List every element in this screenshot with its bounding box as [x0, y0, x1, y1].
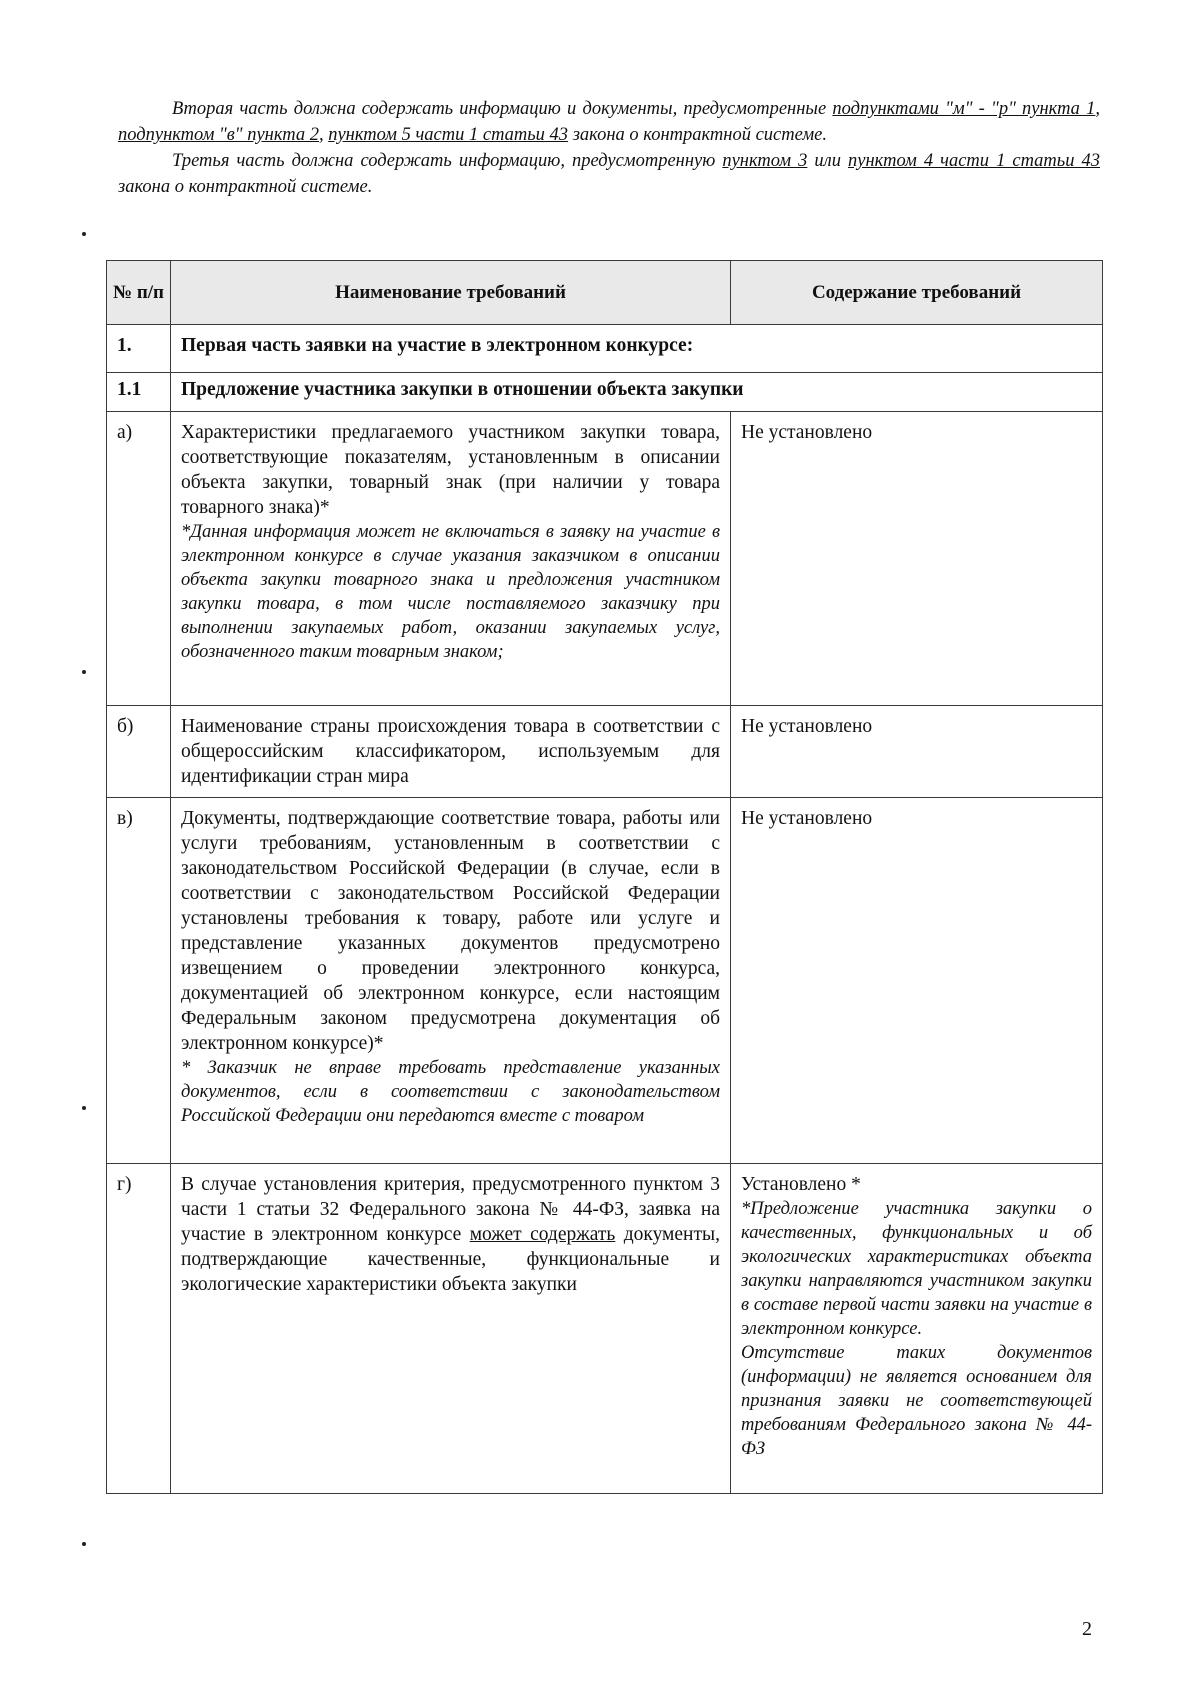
row-g-value-status: Установлено *	[741, 1174, 861, 1195]
header-name: Наименование требований	[171, 261, 731, 325]
row-a-value: Не установлено	[731, 412, 1103, 706]
row-g-num: г)	[107, 1164, 171, 1494]
scan-mark	[82, 1106, 86, 1110]
row-a-requirement	[171, 412, 731, 706]
table-header-row	[107, 261, 1103, 325]
header-num: № п/п	[107, 261, 171, 325]
row-g-underlined: может содержать	[469, 1224, 616, 1245]
intro-paragraph-1: Вторая часть должна содержать информацию и документы, предусмотренные подпунктами "м" - "р" пункта 1, подпунктом "в" пункта 2, пунктом 5 части 1 статьи 43 закона о контрактной системе.	[118, 99, 1101, 145]
section-row-1-1	[107, 373, 1103, 412]
link-point-5[interactable]: пунктом 5 части 1 статьи 43	[328, 125, 569, 145]
row-b-value: Не установлено	[731, 706, 1103, 798]
link-point-4[interactable]: пунктом 4 части 1 статьи 43	[848, 151, 1100, 171]
intro-paragraph-2: Третья часть должна содержать информацию, предусмотренную пунктом 3 или пунктом 4 части 1 статьи 43 закона о контрактной системе.	[118, 151, 1100, 197]
section-1-1-num: 1.1	[107, 373, 171, 412]
header-content: Содержание требований	[731, 261, 1103, 325]
requirements-table	[106, 260, 1103, 1494]
row-v-value: Не установлено	[731, 798, 1103, 1164]
row-v-text: Документы, подтверждающие соответствие товара, работы или услуги требованиям, установленным в соответствии с законодательством Российской Федерации (в случае, если в соответствии с законодательством Российской Федерации установлены требования к товару, работе или услуге и представление указанных документов предусмотрено извещением о проведении электронного конкурса, документацией об электронном конкурсе, если настоящим Федеральным законом предусмотрена документация об электронном конкурсе)*	[181, 808, 720, 1054]
table-row	[107, 1164, 1103, 1494]
intro-text	[118, 96, 1100, 200]
table-row	[107, 412, 1103, 706]
section-1-title: Первая часть заявки на участие в электронном конкурсе:	[171, 325, 1103, 373]
row-v-note: * Заказчик не вправе требовать представление указанных документов, если в соответствии с законодательством Российской Федерации они передаются вместе с товаром	[181, 1058, 720, 1126]
row-v-num: в)	[107, 798, 171, 1164]
section-1-1-title: Предложение участника закупки в отношении объекта закупки	[171, 373, 1103, 412]
link-subpoints-m-r[interactable]: подпунктами "м" - "р" пункта 1	[832, 99, 1096, 119]
row-b-num: б)	[107, 706, 171, 798]
row-v-requirement	[171, 798, 731, 1164]
link-point-3[interactable]: пунктом 3	[722, 151, 808, 171]
table-row	[107, 798, 1103, 1164]
section-1-num: 1.	[107, 325, 171, 373]
row-g-value-note-1: *Предложение участника закупки о качественных, функциональных и об экологических характеристиках объекта закупки направляются участником закупки в составе первой части заявки на участие в электронном конкурсе.	[741, 1199, 1092, 1339]
row-a-num: а)	[107, 412, 171, 706]
row-a-note: *Данная информация может не включаться в заявку на участие в электронном конкурсе в случае указания заказчиком в описании объекта закупки товарного знака и предложения участником закупки товара, в том числе поставляемого заказчику при выполнении закупаемых работ, оказании закупаемых услуг, обозначенного таким товарным знаком;	[181, 522, 720, 662]
table-row	[107, 706, 1103, 798]
page-number: 2	[1082, 1618, 1092, 1640]
scan-mark	[82, 232, 86, 236]
link-subpoint-v[interactable]: подпунктом "в" пункта 2	[118, 125, 319, 145]
row-a-text: Характеристики предлагаемого участником закупки товара, соответствующие показателям, установленным в описании объекта закупки, товарный знак (при наличии у товара товарного знака)*	[181, 422, 720, 518]
row-b-requirement: Наименование страны происхождения товара в соответствии с общероссийским классификатором, используемым для идентификации стран мира	[171, 706, 731, 798]
section-row-1	[107, 325, 1103, 373]
row-g-value	[731, 1164, 1103, 1494]
row-g-requirement: В случае установления критерия, предусмотренного пунктом 3 части 1 статьи 32 Федерального закона № 44-ФЗ, заявка на участие в электронном конкурсе может содержать документы, подтверждающие качественные, функциональные и экологические характеристики объекта закупки	[171, 1164, 731, 1494]
scan-mark	[82, 1542, 86, 1546]
row-g-value-note-2: Отсутствие таких документов (информации) не является основанием для признания заявки не соответствующей требованиям Федерального закона № 44-ФЗ	[741, 1343, 1092, 1459]
scan-mark	[82, 670, 86, 674]
